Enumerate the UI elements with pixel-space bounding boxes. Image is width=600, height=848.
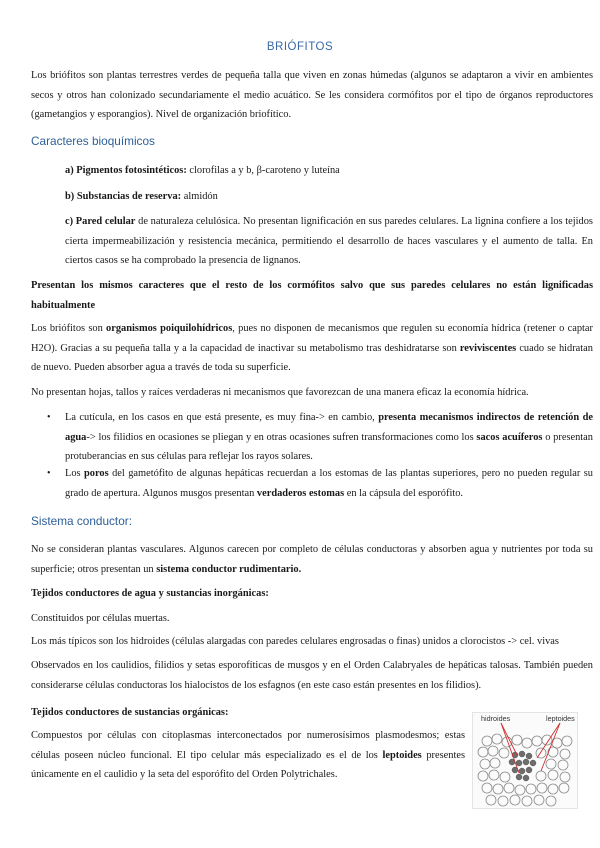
leptoids-paragraph: Compuestos por células con citoplasmas interconectados por numerosísimos plasmodesmos; estas células poseen núcleo funcional. El tipo celular más especializado es el de los leptoides presentes únicamente en el caulidio y la seta del esporófito del Orden Polytrichales.	[31, 730, 465, 780]
figure-label-leptoids: leptoides	[546, 714, 575, 723]
intro-paragraph: Los briófitos son plantas terrestres verdes de pequeña talla que viven en zonas húmedas (algunos se adaptaron a vivir en ambientes secos y otros han colonizado secundariamente el medio acuático. Se les considera cormófitos por el tipo de órganos reproductores (gametangios y esporangios). Nivel de organización briofítico.	[31, 70, 593, 120]
bold-statement: Presentan los mismos caracteres que el resto de los cormófitos salvo que sus paredes celulares no están lignificadas habitualmente	[31, 280, 593, 311]
poikilohydric-paragraph: Los briófitos son organismos poiquilohídricos, pues no disponen de mecanismos que regulen su economía hídrica (retener o captar H2O). Gracias a su pequeña talla y a la capacidad de inactivar su metabolismo tras deshidratarse son reviviscentes cuado se hidratan de nuevo. Pueden absorber agua a través de toda su superficie.	[31, 323, 593, 373]
hydroids-paragraph: Los más típicos son los hidroides (células alargadas con paredes celulares engrosadas o finas) unidos a clorocistos -> cel. vivas	[31, 636, 559, 647]
subheading-organic-tissues: Tejidos conductores de sustancias orgánicas:	[31, 707, 229, 718]
item-b-reserve: b) Substancias de reserva: almidón	[65, 191, 218, 202]
item-c-cell-wall: c) Pared celular de naturaleza celulósica. No presentan lignificación en sus paredes celulares. La lignina confiere a los tejidos cierta impermeabilización y resistencia mecánica, permitiendo el desarrollo de haces vasculares y el aumento de talla. En ciertos casos se ha comprobado la presencia de lignanos.	[65, 216, 593, 266]
subheading-water-tissues: Tejidos conductores de agua y sustancias inorgánicas:	[31, 588, 269, 599]
dead-cells-paragraph: Constituidos por células muertas.	[31, 613, 170, 624]
micrograph-image	[473, 713, 577, 808]
stem-cross-section-figure	[472, 712, 578, 809]
section-heading-conductor: Sistema conductor:	[31, 514, 132, 528]
page-title: BRIÓFITOS	[266, 41, 334, 53]
document-page: BRIÓFITOS Los briófitos son plantas terrestres verdes de pequeña talla que viven en zonas húmedas (algunos se adaptaron a vivir en ambientes secos y otros han colonizado secundariamente el medio acuático. Se les considera cormófitos por el tipo de órganos reproductores (gametangios y esporangios). Nivel de organización briofítico. Caracteres bioquímicos a) Pigmentos fotosintéticos: clorofilas a y b, β-caroteno y luteína b) Substancias de reserva: almidón c) Pared celular de naturaleza celulósica. No presentan lignificación en sus paredes celulares. La lignina confiere a los tejidos cierta impermeabilización y resistencia mecánica, permitiendo el desarrollo de haces vasculares y el aumento de talla. En ciertos casos se ha comprobado la presencia de lignanos. Presentan los mismos caracteres que el resto de los cormófitos salvo que sus paredes celulares no están lignificadas habitualmente Los briófitos son organismos poiquilohídricos, pues no disponen de mecanismos que regulen su economía hídrica (retener o captar H2O). Gracias a su pequeña talla y a la capacidad de inactivar su metabolismo tras deshidratarse son reviviscentes cuado se hidratan de nuevo. Pueden absorber agua a través de toda su superficie. No presentan hojas, tallos y raíces verdaderas ni mecanismos que favorezcan de una manera eficaz la economía hídrica. • La cutícula, en los casos en que está presente, es muy fina-> en cambio, presenta mecanismos indirectos de retención de agua-> los filidios en ocasiones se pliegan y en otras ocasiones sufren transformaciones como los sacos acuíferos o presentan protuberancias en sus células para reflejar los rayos solares. • Los poros del gametófito de algunas hepáticas recuerdan a los estomas de las plantas superiores, pero no pueden regular su grado de apertura. Algunos musgos presentan verdaderos estomas en la cápsula del esporófito. Sistema conductor: No se consideran plantas vasculares. Algunos carecen por completo de células conductoras y absorben agua y nutrientes por toda su superficie; otros presentan un sistema conductor rudimentario. Tejidos conductores de agua y sustancias inorgánicas: Constituidos por células muertas. Los más típicos son los hidroides (células alargadas con paredes celulares engrosadas o finas) unidos a clorocistos -> cel. vivas Observados en los caulidios, filidios y setas esporofíticas de musgos y en el Orden Calabryales de hepáticas talosas. También pueden considerarse células conductoras los hialocistos de los esfagnos (en este caso están presentes en los filidios). Tejidos conductores de sustancias orgánicas: Compuestos por células con citoplasmas interconectados por numerosísimos plasmodesmos; estas células poseen núcleo funcional. El tipo celular más especializado es el de los leptoides presentes únicamente en el caulidio y la seta del esporófito del Orden Polytrichales. hidroides leptoides	[0, 0, 600, 848]
bullet-icon: •	[47, 468, 51, 479]
section-heading-biochemical: Caracteres bioquímicos	[31, 134, 155, 148]
bullet-icon: •	[47, 412, 51, 423]
no-leaves-paragraph: No presentan hojas, tallos y raíces verdaderas ni mecanismos que favorezcan de una manera eficaz la economía hídrica.	[31, 387, 529, 398]
figure-label-hydroids: hidroides	[481, 714, 511, 723]
observed-paragraph: Observados en los caulidios, filidios y setas esporofíticas de musgos y en el Orden Calabryales de hepáticas talosas. También pueden considerarse células conductoras los hialocistos de los esfagnos (en este caso están presentes en los filidios).	[31, 660, 593, 691]
conductor-intro-paragraph: No se consideran plantas vasculares. Algunos carecen por completo de células conductoras y absorben agua y nutrientes por toda su superficie; otros presentan un sistema conductor rudimentario.	[31, 544, 593, 575]
item-a-pigments: a) Pigmentos fotosintéticos: clorofilas a y b, β-caroteno y luteína	[65, 165, 340, 176]
